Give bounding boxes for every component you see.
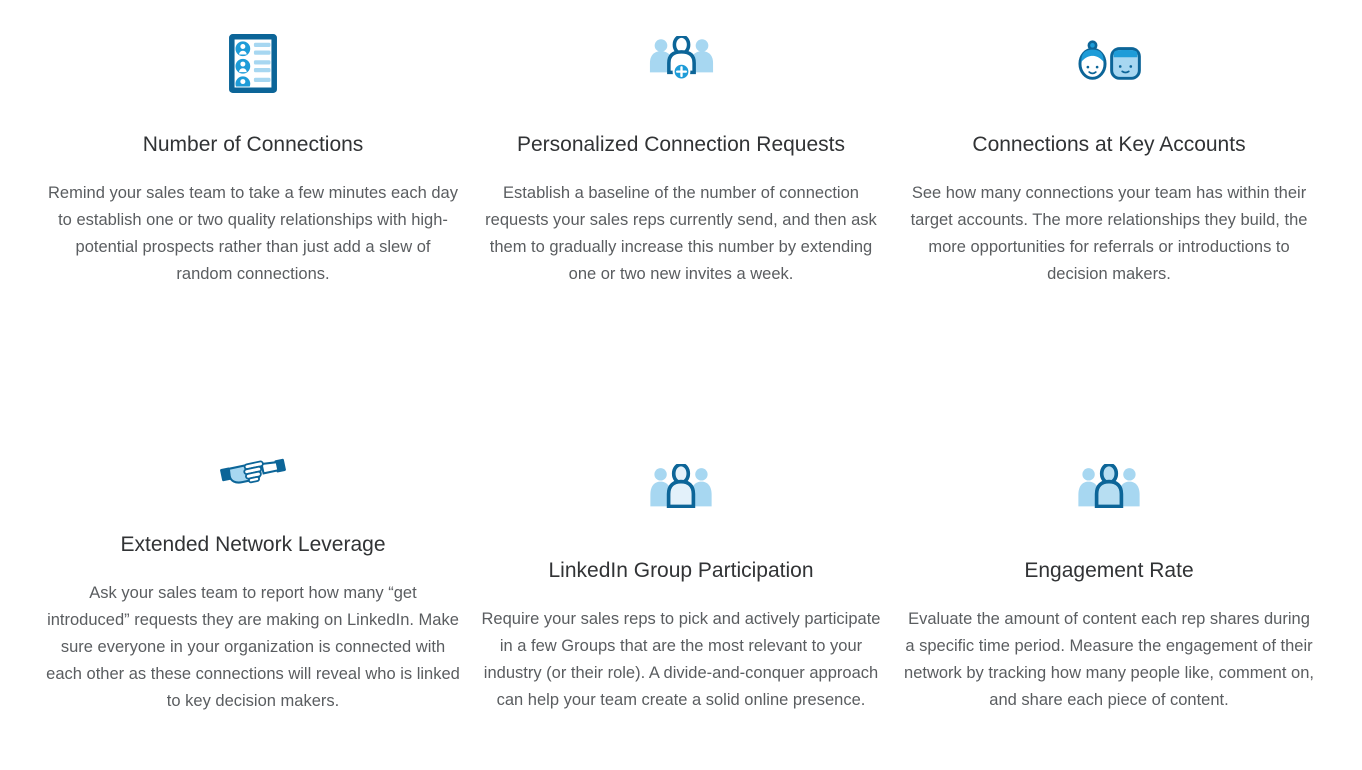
metric-card — [900, 28, 1318, 288]
metric-card — [472, 446, 890, 715]
metric-title: Extended Network Leverage — [120, 533, 386, 556]
metric-card — [900, 446, 1318, 715]
metric-description: Remind your sales team to take a few minutes each day to establish one or two quality relationships with high-potential prospects rather than just add a slew of random connections. — [48, 184, 458, 283]
metric-title: Personalized Connection Requests — [516, 133, 846, 156]
two-people-faces-icon — [900, 28, 1318, 132]
metric-title: Number of Connections — [142, 133, 364, 156]
metric-title: Engagement Rate — [1024, 559, 1194, 582]
metric-title: Connections at Key Accounts — [972, 133, 1246, 156]
metric-card — [44, 28, 462, 288]
metric-description: Ask your sales team to report how many “get introduced” requests they are making on LinkedIn. Make sure everyone in your organization is connected with each other as these connections will reveal who is linked to key decision makers. — [46, 584, 460, 710]
handshake-icon — [44, 446, 462, 532]
group-icon — [472, 446, 890, 558]
metric-title: LinkedIn Group Participation — [548, 559, 814, 582]
add-connection-group-icon — [472, 28, 890, 132]
metric-description: Establish a baseline of the number of connection requests your sales reps currently send, and then ask them to gradually increase this number by extending one or two new invites a week. — [485, 184, 877, 283]
contact-list-icon — [44, 28, 462, 132]
metric-description: See how many connections your team has within their target accounts. The more relationships they build, the more opportunities for referrals or introductions to decision makers. — [910, 184, 1308, 283]
metric-description: Evaluate the amount of content each rep shares during a specific time period. Measure the engagement of their network by tracking how many people like, comment on, and share each piece of content. — [904, 610, 1314, 709]
metric-description: Require your sales reps to pick and actively participate in a few Groups that are the most relevant to your industry (or their role). A divide-and-conquer approach can help your team create a solid online presence. — [481, 610, 881, 709]
group-icon — [900, 446, 1318, 558]
metric-card — [44, 446, 462, 715]
metric-card — [472, 28, 890, 288]
